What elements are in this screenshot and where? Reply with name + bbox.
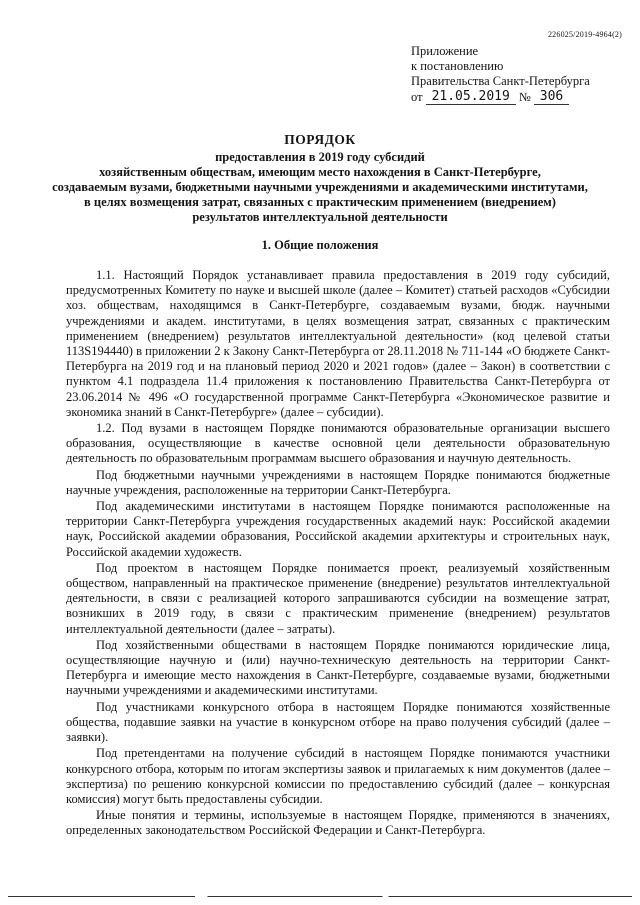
appendix-date-number-row — [411, 89, 611, 105]
paragraph-academic-institutes: Под академическими институтами в настоящем Порядке понимаются расположенные на территории Санкт-Петербурга учреждения государственных академий наук: Российской академии наук, Российской академии образования, Российской академии архитектуры и строительных наук, Российской академии художеств. — [66, 499, 610, 559]
appendix-block — [411, 44, 611, 105]
paragraph-1-2: 1.2. Под вузами в настоящем Порядке понимаются образовательные организации высшего образования, осуществляющие в качестве основной цели деятельности образовательную деятельность по образовательным программам высшего образования и научную деятельность. — [66, 421, 610, 466]
title-line-1: предоставления в 2019 году субсидий — [215, 150, 425, 164]
scan-edge-line — [8, 896, 632, 897]
title-line-5: результатов интеллектуальной деятельности — [192, 210, 448, 224]
paragraph-1-1: 1.1. Настоящий Порядок устанавливает правила предоставления в 2019 году субсидий, предусмотренных Комитету по науке и высшей школе (далее – Комитет) статьей расходов «Субсидии хоз. обществам, находящимся в Санкт-Петербурге, создаваемым вузами, бюдж. научными учреждениями и академ. институтами, в целях возмещения затрат, связанных с практическим применением (внедрением) результатов интеллектуальной деятельности» (код целевой статьи 113S194440) в приложении 2 к Закону Санкт-Петербурга от 28.11.2018 № 711-144 «О бюджете Санкт-Петербурга на 2019 год и на плановый период 2020 и 2021 годов» (далее – Закон) в соответствии с пунктом 4.1 подраздела 11.4 приложения к постановлению Правительства Санкт-Петербурга от 23.06.2014 № 496 «О государственной программе Санкт-Петербурга «Экономическое развитие и экономика знаний в Санкт-Петербурге» (далее – субсидии). — [66, 268, 610, 419]
appendix-label: Приложение — [411, 44, 479, 58]
title-line-4: в целях возмещения затрат, связанных с практическим применением (внедрением) — [84, 195, 556, 209]
appendix-resolution-label: к постановлению — [411, 59, 504, 73]
title-line-3: создаваемым вузами, бюджетными научными учреждениями и академическими институтами, — [52, 180, 588, 194]
from-label: от — [411, 90, 423, 104]
document-registration-number: 226025/2019-4964(2) — [547, 30, 622, 39]
section-heading: 1. Общие положения — [261, 238, 379, 252]
paragraph-applicants: Под претендентами на получение субсидий в настоящем Порядке понимаются участники конкурсного отбора, которым по итогам экспертизы заявок и прилагаемых к ним документов (далее – экспертиза) по решению конкурсной комиссии по предоставлению субсидий (далее – конкурсная комиссия) могут быть предоставлены субсидии. — [66, 746, 610, 806]
paragraph-participants: Под участниками конкурсного отбора в настоящем Порядке понимаются хозяйственные общества, подавшие заявки на участие в конкурсном отборе на право получения субсидий (далее – заявки). — [66, 699, 610, 745]
paragraph-other-terms: Иные понятия и термины, используемые в настоящем Порядке, применяются в значениях, определенных законодательством Российской Федерации и Санкт-Петербурга. — [66, 808, 610, 838]
paragraph-project: Под проектом в настоящем Порядке понимается проект, реализуемый хозяйственным обществом, направленный на практическое применение (внедрение) результатов интеллектуальной деятельности, в связи с реализацией которого запрашиваются субсидии на возмещение затрат, возникших в 2019 году, в связи с практическим применение (внедрением) результатов интеллектуальной деятельности (далее – затраты). — [66, 560, 610, 636]
title-line-2: хозяйственным обществам, имеющим место нахождения в Санкт-Петербурге, — [99, 165, 541, 179]
resolution-date: 21.05.2019 — [426, 89, 516, 105]
document-title — [0, 132, 640, 225]
paragraph-business-companies: Под хозяйственными обществами в настоящем Порядке понимаются юридические лица, осуществляющие научную и (или) научно-техническую деятельность на территории Санкт-Петербурга и имеющие место нахождения в Санкт-Петербурге, создаваемые вузами, бюджетными научными учреждениями и академическими институтами. — [66, 637, 610, 698]
number-label: № — [518, 90, 531, 104]
resolution-number: 306 — [534, 89, 569, 105]
appendix-government-label: Правительства Санкт-Петербурга — [411, 74, 590, 88]
title-main: ПОРЯДОК — [284, 132, 356, 147]
paragraph-budget-institutions: Под бюджетными научными учреждениями в настоящем Порядке понимаются бюджетные научные учреждения, расположенные на территории Санкт-Петербурга. — [66, 467, 610, 497]
document-body — [66, 268, 610, 840]
